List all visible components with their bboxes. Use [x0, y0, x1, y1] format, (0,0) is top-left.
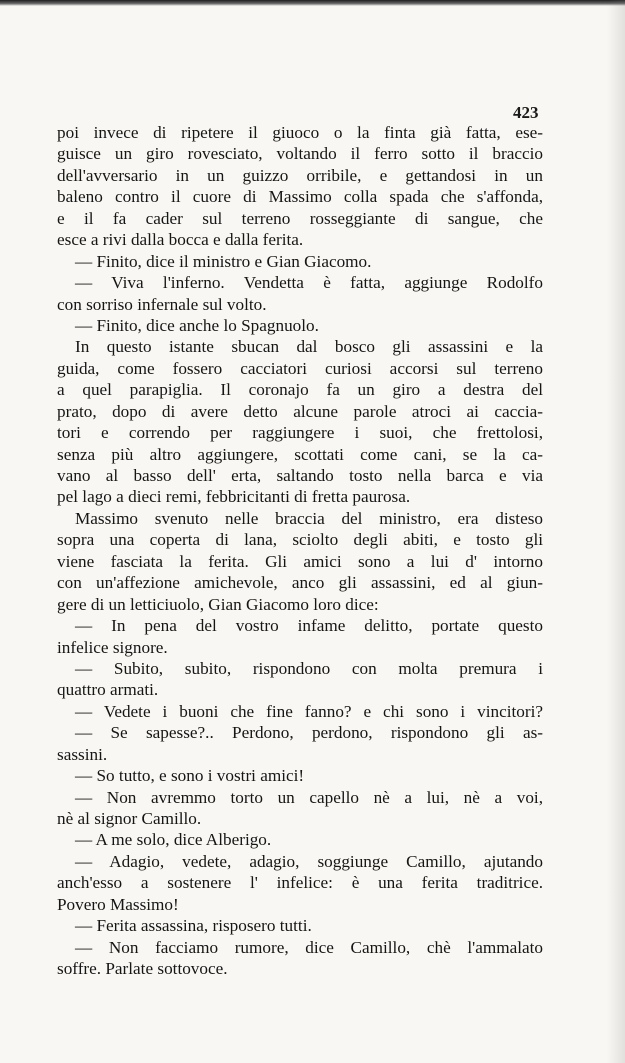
- text-line: — Finito, dice anche lo Spagnuolo.: [75, 315, 319, 335]
- text-line: — Non avremmo torto un capello nè a lui, nè a voi,: [75, 787, 543, 807]
- text-line: — Adagio, vedete, adagio, soggiunge Camillo, ajutando: [75, 851, 543, 871]
- text-line: viene fasciata la ferita. Gli amici sono a lui d' intorno: [57, 551, 543, 571]
- text-line: soffre. Parlate sottovoce.: [57, 959, 228, 979]
- text-line: nè al signor Camillo.: [57, 809, 202, 828]
- page-edge-shadow: [607, 0, 625, 1063]
- text-line: pel lago a dieci remi, febbricitanti di fretta paurosa.: [57, 487, 411, 507]
- text-line: In questo istante sbucan dal bosco gli assassini e la: [75, 337, 543, 357]
- text-line: — In pena del vostro infame delitto, portate questo: [75, 616, 543, 636]
- text-line: quattro armati.: [57, 680, 159, 700]
- text-line: e il fa cader sul terreno rosseggiante di sangue, che: [57, 208, 543, 228]
- text-line: sopra una coperta di lana, sciolto degli abiti, e tosto gli: [57, 530, 543, 550]
- text-line: — Viva l'inferno. Vendetta è fatta, aggiunge Rodolfo: [75, 273, 543, 293]
- text-line: gere di un letticiuolo, Gian Giacomo loro dice:: [57, 594, 379, 614]
- text-line: Massimo svenuto nelle braccia del ministro, era disteso: [75, 508, 543, 528]
- text-line: — Non facciamo rumore, dice Camillo, chè l'ammalato: [75, 937, 543, 957]
- text-line: — Ferita assassina, risposero tutti.: [75, 916, 312, 936]
- text-line: con sorriso infernale sul volto.: [57, 294, 267, 314]
- page-top-edge: [0, 0, 625, 6]
- text-line: tori e correndo per raggiungere i suoi, che frettolosi,: [57, 423, 543, 443]
- body-text: [57, 122, 543, 980]
- text-line: dell'avversario in un guizzo orribile, e gettandosi in un: [57, 165, 543, 185]
- text-line: esce a rivi dalla bocca e dalla ferita.: [57, 230, 304, 250]
- text-line: baleno contro il cuore di Massimo colla spada che s'affonda,: [57, 187, 543, 207]
- text-line: vano al basso dell' erta, saltando tosto nella barca e via: [57, 466, 543, 485]
- text-line: prato, dopo di avere detto alcune parole atroci ai caccia-: [57, 401, 543, 421]
- text-line: — So tutto, e sono i vostri amici!: [75, 766, 305, 786]
- text-line: — Subito, subito, rispondono con molta premura i: [75, 658, 543, 678]
- text-line: guida, come fossero cacciatori curiosi accorsi sul terreno: [57, 358, 543, 378]
- text-line: — A me solo, dice Alberigo.: [75, 830, 272, 850]
- text-line: — Finito, dice il ministro e Gian Giacomo.: [75, 251, 372, 271]
- text-line: guisce un giro rovesciato, voltando il ferro sotto il braccio: [57, 144, 543, 164]
- text-line: a quel parapiglia. Il coronajo fa un giro a destra del: [57, 380, 543, 400]
- text-line: senza più altro aggiungere, scottati come cani, se la ca-: [57, 444, 543, 464]
- text-line: — Vedete i buoni che fine fanno? e chi sono i vincitori?: [75, 701, 543, 721]
- text-line: sassini.: [57, 744, 108, 764]
- text-line: Povero Massimo!: [57, 894, 179, 914]
- text-line: anch'esso a sostenere l' infelice: è una ferita traditrice.: [57, 873, 543, 893]
- text-line: con un'affezione amichevole, anco gli assassini, ed al giun-: [57, 573, 543, 593]
- text-line: — Se sapesse?.. Perdono, perdono, rispondono gli as-: [75, 723, 543, 743]
- page-number: 423: [513, 103, 539, 122]
- text-line: infelice signore.: [57, 637, 168, 657]
- text-line: poi invece di ripetere il giuoco o la finta già fatta, ese-: [57, 123, 543, 142]
